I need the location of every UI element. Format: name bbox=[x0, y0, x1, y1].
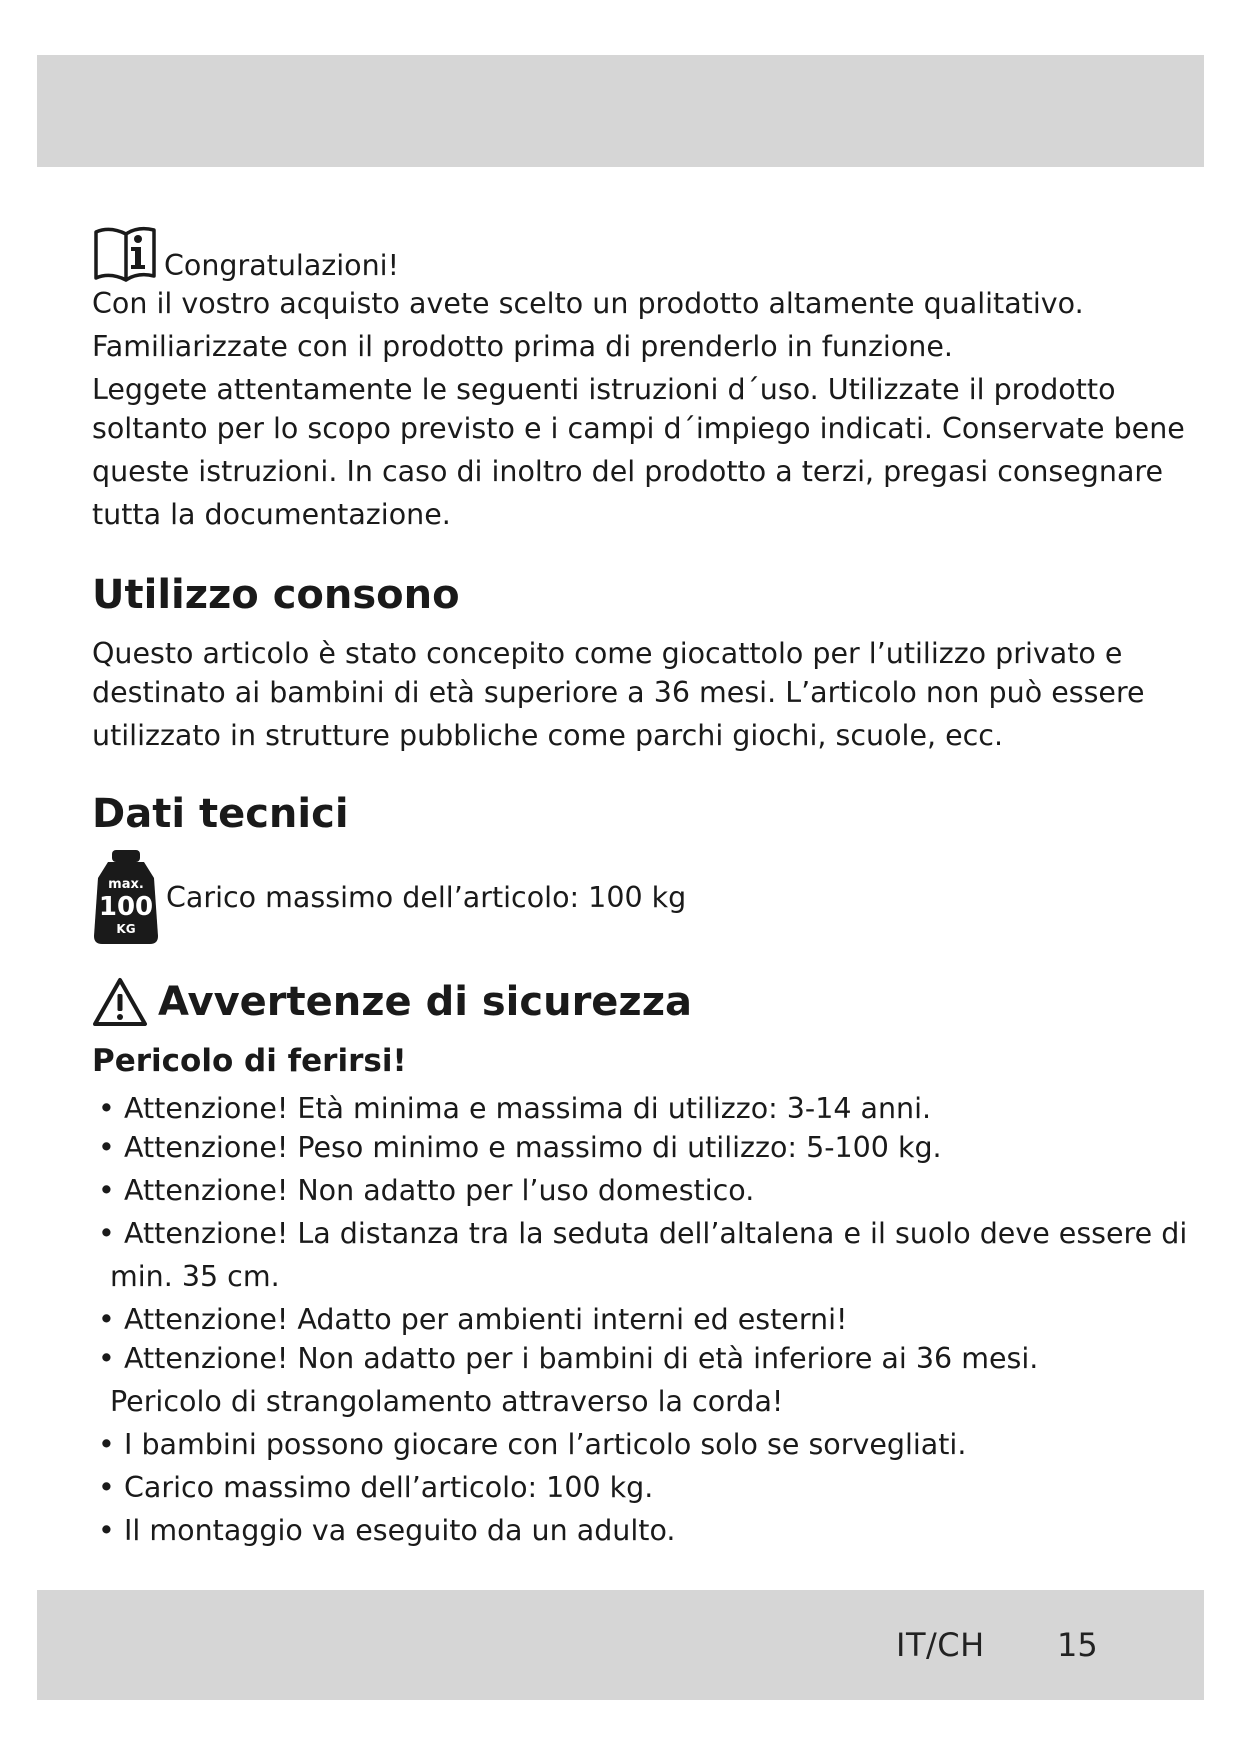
intended-use-line: utilizzato in strutture pubbliche come parchi giochi, scuole, ecc. bbox=[92, 719, 1004, 752]
footer-language-code: IT/CH bbox=[896, 1626, 985, 1664]
intro-line: Familiarizzate con il prodotto prima di prenderlo in funzione. bbox=[92, 330, 953, 363]
list-item-text: I bambini possono giocare con l’articolo solo se sorvegliati. bbox=[124, 1428, 967, 1461]
intended-use-line: Questo articolo è stato concepito come giocattolo per l’utilizzo privato e bbox=[92, 637, 1123, 670]
safety-list bbox=[92, 1087, 1188, 1552]
header-band bbox=[37, 55, 1204, 167]
list-item bbox=[92, 1212, 1188, 1298]
intro-line: tutta la documentazione. bbox=[92, 498, 451, 531]
list-item-text: Attenzione! Età minima e massima di utilizzo: 3-14 anni. bbox=[124, 1092, 932, 1125]
list-item-text: Carico massimo dell’articolo: 100 kg. bbox=[124, 1471, 654, 1504]
footer-band bbox=[37, 1590, 1204, 1700]
list-item bbox=[92, 1298, 1152, 1341]
intro-line: Leggete attentamente le seguenti istruzioni d´uso. Utilizzate il prodotto bbox=[92, 373, 1116, 406]
list-item bbox=[92, 1509, 1152, 1552]
intro-line: Con il vostro acquisto avete scelto un prodotto altamente qualitativo. bbox=[92, 287, 1084, 320]
list-item-text: Attenzione! La distanza tra la seduta dell’altalena e il suolo deve essere di bbox=[124, 1217, 1188, 1250]
book-info-icon bbox=[92, 224, 162, 286]
max-load-row bbox=[92, 847, 1152, 947]
list-item-text: Attenzione! Non adatto per i bambini di età inferiore ai 36 mesi. bbox=[124, 1342, 1039, 1375]
max-load-text: Carico massimo dell’articolo: 100 kg bbox=[166, 880, 687, 914]
weight-icon-unit: KG bbox=[116, 922, 136, 936]
list-item-continuation: min. 35 cm. bbox=[110, 1260, 280, 1293]
warning-triangle-icon bbox=[92, 977, 148, 1027]
page-number: 15 bbox=[1057, 1626, 1098, 1664]
safety-title-row bbox=[92, 971, 1152, 1033]
list-item bbox=[92, 1466, 1152, 1509]
safety-subtitle: Pericolo di ferirsi! bbox=[92, 1043, 407, 1079]
list-item bbox=[92, 1087, 1152, 1130]
list-item-continuation: Pericolo di strangolamento attraverso la corda! bbox=[110, 1385, 784, 1418]
weight-icon-value: 100 bbox=[98, 892, 154, 922]
page-content bbox=[92, 220, 1188, 1552]
list-item-text: Attenzione! Adatto per ambienti interni ed esterni! bbox=[124, 1303, 848, 1336]
list-item-text: Attenzione! Non adatto per l’uso domestico. bbox=[124, 1174, 755, 1207]
weight-icon-top: max. bbox=[108, 877, 144, 892]
technical-title: Dati tecnici bbox=[92, 791, 349, 837]
list-item bbox=[92, 1126, 1152, 1169]
safety-title: Avvertenze di sicurezza bbox=[158, 979, 692, 1025]
intro-line: soltanto per lo scopo previsto e i campi d´impiego indicati. Conservate bene bbox=[92, 412, 1185, 445]
intended-use-line: destinato ai bambini di età superiore a 36 mesi. L’articolo non può essere bbox=[92, 676, 1145, 709]
intended-use-title: Utilizzo consono bbox=[92, 572, 460, 618]
list-item-text: Il montaggio va eseguito da un adulto. bbox=[124, 1514, 676, 1547]
list-item bbox=[92, 1337, 1152, 1423]
list-item bbox=[92, 1423, 1152, 1466]
list-item bbox=[92, 1169, 1152, 1212]
intro-heading-row bbox=[92, 220, 1152, 286]
list-item-text: Attenzione! Peso minimo e massimo di utilizzo: 5-100 kg. bbox=[124, 1131, 942, 1164]
intro-heading: Congratulazioni! bbox=[164, 249, 400, 282]
max-weight-icon bbox=[92, 848, 160, 946]
intro-line: queste istruzioni. In caso di inoltro del prodotto a terzi, pregasi consegnare bbox=[92, 455, 1164, 488]
